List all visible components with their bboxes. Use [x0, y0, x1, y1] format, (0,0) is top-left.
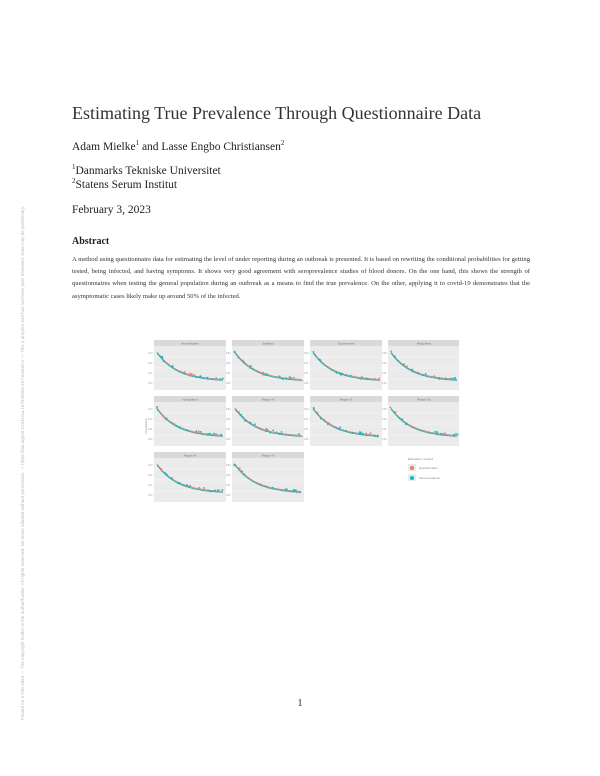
data-point: [254, 423, 256, 425]
y-tick-label: 0.01: [382, 373, 387, 375]
y-tick-label: 0.03: [226, 465, 231, 467]
y-tick-label: 0.01: [148, 373, 153, 375]
affiliation-mark: 2: [72, 177, 76, 185]
data-point: [213, 433, 215, 435]
author-list: [72, 139, 284, 153]
data-point: [163, 360, 165, 362]
data-point: [363, 377, 365, 379]
author-connector: and: [141, 140, 159, 153]
data-point: [198, 431, 200, 433]
paper-title: Estimating True Prevalence Through Questionnaire Data: [72, 103, 482, 123]
data-point: [265, 486, 267, 488]
data-point: [222, 378, 224, 380]
data-point: [243, 362, 245, 364]
data-point: [361, 376, 363, 378]
data-point: [445, 377, 447, 379]
data-point: [345, 430, 347, 432]
legend-swatch-cyan: [410, 476, 414, 480]
y-tick-label: 0.03: [148, 353, 153, 355]
data-point: [215, 433, 217, 435]
data-point: [374, 435, 376, 437]
panel-title: Region H: [261, 397, 275, 402]
data-point: [166, 474, 168, 476]
data-point: [200, 431, 202, 433]
data-point: [249, 367, 251, 369]
data-point: [242, 417, 244, 419]
y-tick-label: 0.01: [304, 429, 309, 431]
y-tick-label: 0.02: [226, 363, 231, 365]
data-point: [193, 431, 195, 433]
y-tick-label: 0.02: [382, 363, 387, 365]
data-point: [209, 433, 211, 435]
author-name: Adam Mielke: [72, 140, 136, 153]
data-point: [301, 380, 303, 382]
data-point: [293, 489, 295, 491]
y-tick-label: 0.02: [148, 419, 153, 421]
data-point: [189, 375, 191, 377]
data-point: [186, 429, 188, 431]
y-tick-label: 0.02: [226, 419, 231, 421]
data-point: [234, 464, 236, 466]
data-point: [266, 373, 268, 375]
data-point: [269, 432, 271, 434]
affiliation-name: Danmarks Tekniske Universitet: [75, 164, 221, 177]
data-point: [252, 369, 254, 371]
data-point: [188, 486, 190, 488]
data-point: [340, 374, 342, 376]
data-point: [220, 434, 222, 436]
data-point: [260, 484, 262, 486]
data-point: [353, 376, 355, 378]
y-tick-label: 0.02: [304, 363, 309, 365]
data-point: [317, 412, 319, 414]
data-point: [425, 373, 427, 375]
y-tick-label: 0.02: [382, 419, 387, 421]
panel-title: Midtjylland: [416, 341, 432, 346]
affiliation-mark: 2: [280, 139, 285, 147]
data-point: [331, 369, 333, 371]
legend-label: Seroprevalence: [419, 475, 441, 480]
y-tick-label: 0.00: [304, 439, 309, 441]
figure-legend: [408, 457, 468, 481]
data-point: [350, 375, 352, 377]
data-point: [454, 436, 456, 438]
data-point: [293, 377, 295, 379]
y-tick-label: 0.02: [304, 419, 309, 421]
y-tick-label: 0.00: [226, 439, 231, 441]
data-point: [439, 378, 441, 380]
data-point: [167, 363, 169, 365]
y-tick-label: 0.03: [148, 409, 153, 411]
data-point: [165, 418, 167, 420]
data-point: [264, 374, 266, 376]
data-point: [320, 418, 322, 420]
affiliation: [72, 163, 221, 177]
data-point: [394, 356, 396, 358]
legend-label: Questionnaire: [419, 465, 438, 470]
data-point: [396, 415, 398, 417]
data-point: [209, 490, 211, 492]
y-tick-label: 0.03: [148, 465, 153, 467]
data-point: [433, 375, 435, 377]
legend-item: [408, 474, 468, 481]
y-axis-label: Prevalence: [144, 418, 148, 434]
data-point: [220, 378, 222, 380]
data-point: [250, 422, 252, 424]
y-tick-label: 0.01: [148, 485, 153, 487]
data-point: [457, 434, 459, 436]
data-point: [278, 433, 280, 435]
data-point: [171, 422, 173, 424]
data-point: [401, 418, 403, 420]
y-tick-label: 0.01: [226, 429, 231, 431]
data-point: [264, 430, 266, 432]
data-point: [378, 379, 380, 381]
data-point: [156, 406, 158, 408]
data-point: [292, 491, 294, 493]
sidebar-text: Posted on 3 Feb 2023 — The copyright holder is the author/funder. All rights reserved. No reuse allowed without permission. — https://doi.org/10.22541/au.167545952.29710443/v1 — This a preprint and has not been peer reviewed. Data may be preliminary.: [20, 205, 25, 720]
panel-title: Syddanmark: [337, 341, 355, 346]
data-point: [301, 435, 303, 437]
author-name: Lasse Engbo Christiansen: [161, 140, 281, 153]
data-point: [285, 377, 287, 379]
y-tick-label: 0.01: [226, 373, 231, 375]
data-point: [316, 356, 318, 358]
data-point: [240, 414, 242, 416]
y-tick-label: 0.03: [382, 353, 387, 355]
data-point: [238, 411, 240, 413]
data-point: [217, 489, 219, 491]
data-point: [397, 360, 399, 362]
y-tick-label: 0.00: [382, 383, 387, 385]
y-tick-label: 0.03: [226, 353, 231, 355]
data-point: [365, 433, 367, 435]
data-point: [189, 373, 191, 375]
data-point: [390, 350, 392, 352]
y-tick-label: 0.02: [148, 475, 153, 477]
y-tick-label: 0.03: [382, 409, 387, 411]
data-point: [366, 378, 368, 380]
data-point: [324, 419, 326, 421]
affiliation: [72, 177, 177, 191]
data-point: [423, 374, 425, 376]
data-point: [267, 429, 269, 431]
data-point: [189, 485, 191, 487]
affiliation-name: Statens Serum Institut: [75, 178, 178, 191]
y-tick-label: 0.00: [148, 383, 153, 385]
data-point: [351, 432, 353, 434]
y-tick-label: 0.01: [382, 429, 387, 431]
data-point: [262, 374, 264, 376]
data-point: [299, 491, 301, 493]
publication-date: February 3, 2023: [72, 204, 151, 216]
data-point: [165, 472, 167, 474]
affiliation-mark: 1: [135, 139, 140, 147]
y-tick-label: 0.03: [304, 353, 309, 355]
data-point: [377, 436, 379, 438]
data-point: [244, 420, 246, 422]
data-point: [196, 430, 198, 432]
data-point: [360, 378, 362, 380]
data-point: [236, 410, 238, 412]
data-point: [241, 470, 243, 472]
data-point: [172, 365, 174, 367]
y-tick-label: 0.00: [382, 439, 387, 441]
data-point: [199, 375, 201, 377]
data-point: [161, 470, 163, 472]
page-number: 1: [297, 698, 303, 709]
data-point: [242, 360, 244, 362]
data-point: [417, 372, 419, 374]
data-point: [449, 378, 451, 380]
abstract-heading: Abstract: [72, 236, 110, 247]
data-point: [346, 374, 348, 376]
panel-title: Region N: [261, 453, 275, 458]
data-point: [285, 490, 287, 492]
data-point: [234, 351, 236, 353]
data-point: [171, 477, 173, 479]
data-point: [411, 369, 413, 371]
y-tick-label: 0.00: [304, 383, 309, 385]
data-point: [161, 468, 163, 470]
panel-title: Region M: [183, 453, 197, 458]
data-point: [175, 425, 177, 427]
data-point: [260, 429, 262, 431]
data-point: [244, 474, 246, 476]
data-point: [336, 372, 338, 374]
y-tick-label: 0.00: [226, 495, 231, 497]
data-point: [453, 434, 455, 436]
data-point: [450, 378, 452, 380]
data-point: [411, 426, 413, 428]
y-tick-label: 0.00: [226, 383, 231, 385]
panel-title: Nordjylland: [182, 397, 198, 402]
data-point: [203, 487, 205, 489]
data-point: [159, 355, 161, 357]
data-point: [296, 492, 298, 494]
data-point: [250, 365, 252, 367]
data-point: [198, 487, 200, 489]
data-point: [272, 487, 274, 489]
data-point: [399, 417, 401, 419]
data-point: [435, 431, 437, 433]
data-point: [263, 372, 265, 374]
y-tick-label: 0.01: [148, 429, 153, 431]
data-point: [183, 372, 185, 374]
data-point: [214, 490, 216, 492]
data-point: [247, 365, 249, 367]
data-point: [378, 377, 380, 379]
data-point: [339, 427, 341, 429]
data-point: [320, 359, 322, 361]
data-point: [339, 372, 341, 374]
data-point: [362, 433, 364, 435]
data-point: [208, 433, 210, 435]
data-point: [195, 432, 197, 434]
data-point: [390, 407, 392, 409]
data-point: [215, 377, 217, 379]
data-point: [412, 371, 414, 373]
y-tick-label: 0.02: [226, 475, 231, 477]
data-point: [290, 377, 292, 379]
data-point: [194, 374, 196, 376]
data-point: [395, 411, 397, 413]
abstract-body: A method using questionnaire data for estimating the level of under reporting during an outbreak is presented. It is based on rewriting the conditional probabilities for getting tested, being infected, and having symptoms. It shows very good agreement with seroprevalence studies of blood donors. On the one hand, this shows the strength of questionnaires when testing the general population during an outbreak as a means to find the true prevalence. On the other, applying it to covid-19 demonstrates that the asymptomatic cases likely make up around 50% of the infected.: [72, 256, 530, 300]
y-tick-label: 0.03: [226, 409, 231, 411]
affiliation-mark: 1: [72, 163, 76, 171]
data-point: [370, 432, 372, 434]
data-point: [161, 356, 163, 358]
panel-title: Region S: [339, 397, 353, 402]
data-point: [437, 431, 439, 433]
data-point: [295, 489, 297, 491]
data-point: [163, 416, 165, 418]
data-point: [178, 482, 180, 484]
data-point: [298, 433, 300, 435]
data-point: [313, 351, 315, 353]
legend-item: [408, 464, 468, 471]
prevalence-figure: [144, 338, 459, 513]
data-point: [238, 467, 240, 469]
data-point: [186, 484, 188, 486]
data-point: [359, 431, 361, 433]
data-point: [272, 430, 274, 432]
data-point: [374, 378, 376, 380]
data-point: [314, 354, 316, 356]
legend-swatch-red: [410, 466, 414, 470]
panel-title: Hovedstaden: [181, 341, 199, 346]
y-tick-label: 0.01: [304, 373, 309, 375]
data-point: [436, 434, 438, 436]
data-point: [281, 431, 283, 433]
data-point: [206, 377, 208, 379]
data-point: [267, 487, 269, 489]
y-tick-label: 0.00: [148, 495, 153, 497]
data-point: [282, 378, 284, 380]
data-point: [342, 373, 344, 375]
y-tick-label: 0.00: [148, 439, 153, 441]
data-point: [344, 374, 346, 376]
data-point: [183, 484, 185, 486]
y-tick-label: 0.03: [304, 409, 309, 411]
data-point: [222, 489, 224, 491]
data-point: [403, 363, 405, 365]
y-tick-label: 0.01: [226, 485, 231, 487]
y-tick-label: 0.02: [148, 363, 153, 365]
data-point: [173, 423, 175, 425]
data-point: [276, 431, 278, 433]
data-point: [444, 432, 446, 434]
data-point: [179, 427, 181, 429]
data-point: [427, 432, 429, 434]
data-point: [328, 423, 330, 425]
panel-title: Region Sy: [417, 397, 431, 402]
data-point: [441, 434, 443, 436]
legend-title: Estimation method: [408, 457, 433, 461]
data-point: [258, 483, 260, 485]
arxiv-sidebar-stamp: [20, 100, 34, 720]
data-point: [196, 376, 198, 378]
data-point: [455, 378, 457, 380]
data-point: [191, 373, 193, 375]
panel-title: Sjælland: [262, 341, 274, 346]
data-point: [455, 433, 457, 435]
data-point: [313, 408, 315, 410]
data-point: [338, 429, 340, 431]
data-point: [238, 357, 240, 359]
data-point: [405, 366, 407, 368]
data-point: [279, 375, 281, 377]
data-point: [405, 423, 407, 425]
